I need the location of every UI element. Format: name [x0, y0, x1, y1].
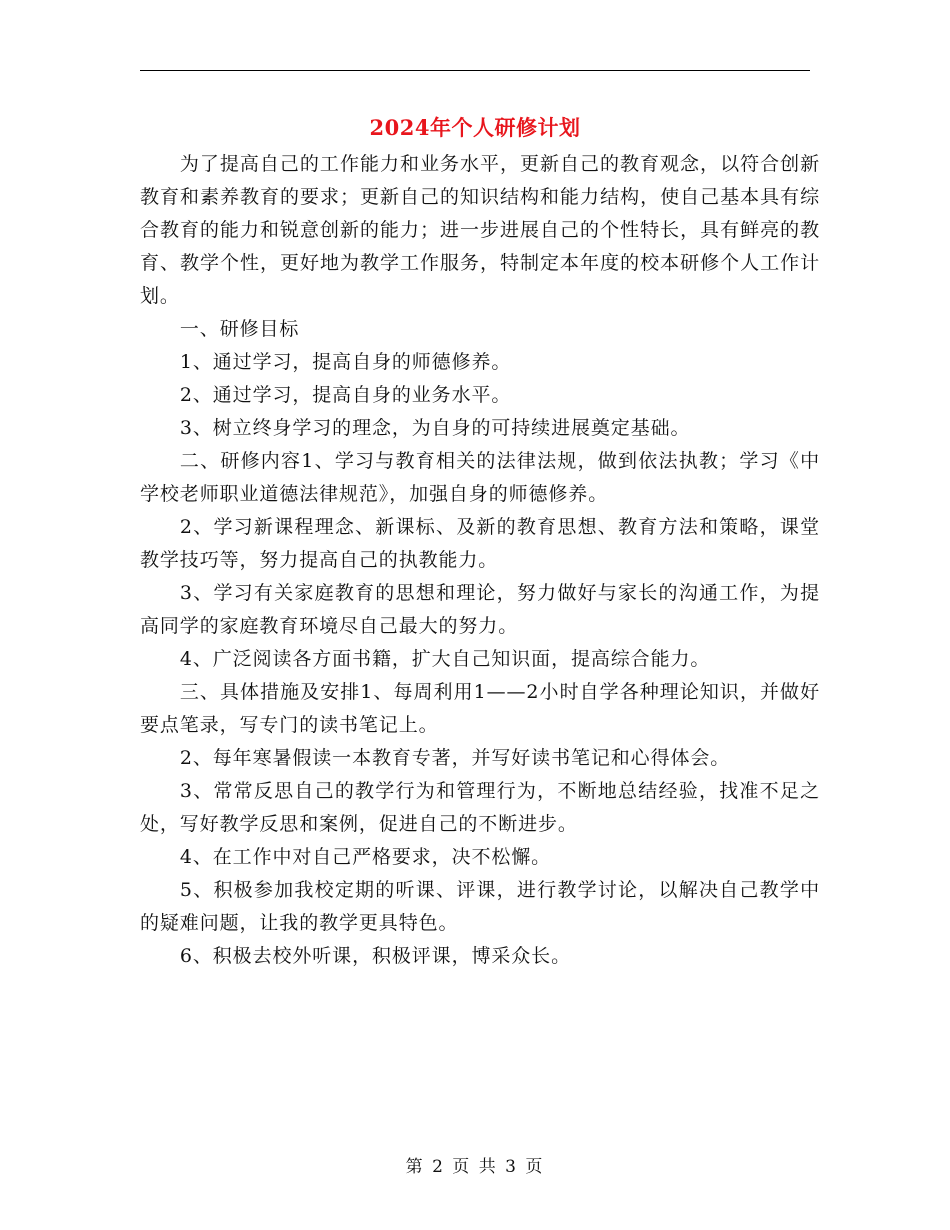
header-rule — [140, 70, 810, 71]
measure-item-4: 4、在工作中对自己严格要求，决不松懈。 — [179, 846, 552, 868]
measure-item-2: 2、每年寒暑假读一本教育专著，并写好读书笔记和心得体会。 — [179, 747, 731, 769]
document-body — [140, 148, 820, 973]
content-item-2: 2、学习新课程理念、新课标、及新的教育思想、教育方法和策略，课堂教学技巧等，努力提高自己的执教能力。 — [140, 516, 820, 571]
measure-item-6: 6、积极去校外听课，积极评课，博采众长。 — [179, 945, 571, 967]
measure-item-1: 三、具体措施及安排1、每周利用1——2小时自学各种理论知识，并做好要点笔录，写专门的读书笔记上。 — [140, 681, 820, 736]
page-footer: 第 2 页 共 3 页 — [405, 1157, 545, 1177]
measure-item-5: 5、积极参加我校定期的听课、评课，进行教学讨论，以解决自己教学中的疑难问题，让我的教学更具特色。 — [140, 879, 820, 934]
document-title: 2024年个人研修计划 — [369, 115, 581, 140]
content-item-1: 二、研修内容1、学习与教育相关的法律法规，做到依法执教；学习《中学校老师职业道德法律规范》，加强自身的师德修养。 — [140, 450, 820, 505]
intro-paragraph: 为了提高自己的工作能力和业务水平，更新自己的教育观念，以符合创新教育和素养教育的要求；更新自己的知识结构和能力结构，使自己基本具有综合教育的能力和锐意创新的能力；进一步进展自己的个性特长，具有鲜亮的教育、教学个性，更好地为教学工作服务，特制定本年度的校本研修个人工作计划。 — [140, 153, 820, 307]
content-item-3: 3、学习有关家庭教育的思想和理论，努力做好与家长的沟通工作，为提高同学的家庭教育环境尽自己最大的努力。 — [140, 582, 820, 637]
measure-item-3: 3、常常反思自己的教学行为和管理行为，不断地总结经验，找准不足之处，写好教学反思和案例，促进自己的不断进步。 — [140, 780, 820, 835]
goal-item-1: 1、通过学习，提高自身的师德修养。 — [179, 351, 512, 373]
section-heading-goals: 一、研修目标 — [179, 318, 300, 340]
goal-item-3: 3、树立终身学习的理念，为自身的可持续进展奠定基础。 — [179, 417, 691, 439]
goal-item-2: 2、通过学习，提高自身的业务水平。 — [179, 384, 512, 406]
content-item-4: 4、广泛阅读各方面书籍，扩大自己知识面，提高综合能力。 — [179, 648, 711, 670]
